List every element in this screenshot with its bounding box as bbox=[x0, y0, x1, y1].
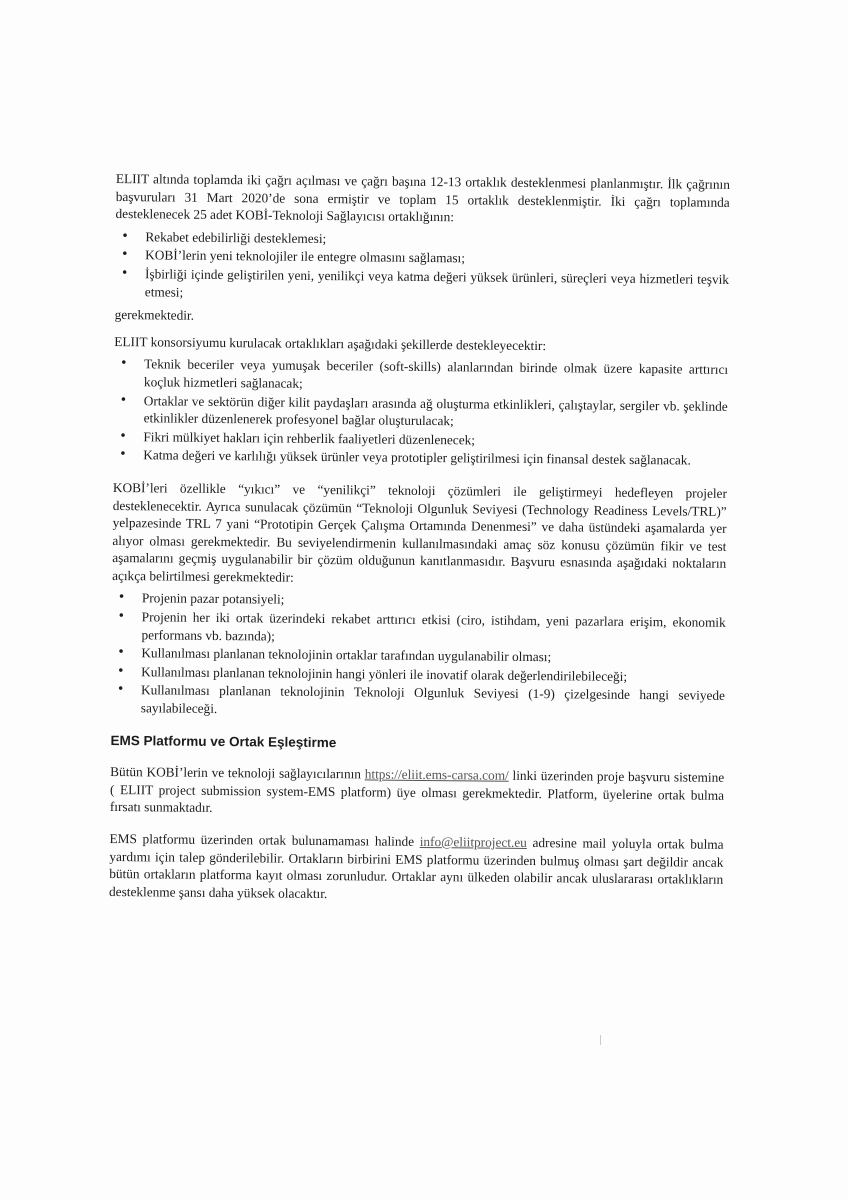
list-item: • İşbirliği içinde geliştirilen yeni, yenilikçi veya katma değeri yüksek ürünleri, süreçleri veya hizmetleri teşvik etmesi; bbox=[115, 265, 729, 306]
scan-artifact bbox=[600, 1035, 601, 1045]
consortium-intro: ELIIT konsorsiyumu kurulacak ortaklıkları aşağıdaki şekillerde destekleyecektir: bbox=[114, 333, 547, 353]
ems-platform-link[interactable]: https://eliit.ems-carsa.com/ bbox=[364, 766, 509, 784]
list-item: • Teknik beceriler veya yumuşak beceriler (soft-skills) alanlarından birinde olmak üzere kapasite arttırıcı koçluk hizmetleri sağlanacak; bbox=[114, 355, 728, 396]
ems-paragraph-1 bbox=[110, 763, 724, 822]
ems-p1-before: Bütün KOBİ’lerin ve teknoloji sağlayıcılarının bbox=[110, 764, 365, 782]
intro-paragraph: ELIIT altında toplamda iki çağrı açılması ve çağrı başına 12-13 ortaklık desteklenmesi planlanmıştır. İlk çağrının başvuruları 31 Mart 2020’de sona ermiştir ve toplam 15 ortaklık desteklenmiştir. İki çağrı toplamında desteklenecek 25 adet KOBİ-Teknoloji Sağlayıcısı ortaklığının: bbox=[115, 170, 730, 225]
document-body bbox=[109, 170, 730, 906]
list-item: • Projenin her iki ortak üzerindeki rekabet arttırıcı etkisi (ciro, istihdam, yeni pazarlara erişim, ekonomik performans vb. bazında); bbox=[111, 608, 725, 649]
list-item: • Katma değeri ve karlılığı yüksek ürünler veya prototipler geliştirilmesi için finansal destek sağlanacak. bbox=[113, 446, 727, 469]
goals-list bbox=[115, 228, 730, 306]
ems-p2-after: adresine mail yoluyla ortak bulma yardımı için talep gönderilebilir. Ortakların birbirini EMS platformu üzerinden bulmuş olması şart değildir ancak bütün ortakların platforma kayıt olması zorunludur. Ortaklar aynı ülkeden olabilir ancak uluslararası ortaklıkların desteklenme şansı daha yüksek olacaktır. bbox=[109, 834, 724, 901]
list-item: • Kullanılması planlanan teknolojinin ortaklar tarafından uygulanabilir olması; bbox=[111, 644, 725, 667]
list-item: • Fikri mülkiyet hakları için rehberlik faaliyetleri düzenlenecek; bbox=[113, 428, 727, 451]
list-item: • Kullanılması planlanan teknolojinin Teknoloji Olgunluk Seviyesi (1-9) çizelgesinde hangi seviyede sayılabileceği. bbox=[111, 681, 725, 722]
list-item: • Ortaklar ve sektörün diğer kilit paydaşları arasında ağ oluşturma etkinlikleri, çalıştaylar, sergiler vb. şeklinde etkinlikler düzenlenerek profesyonel bağlar oluşturulacak; bbox=[114, 392, 728, 433]
list-item: • Rekabet edebilirliği desteklemesi; bbox=[115, 228, 729, 251]
ems-heading: EMS Platformu ve Ortak Eşleştirme bbox=[110, 732, 337, 750]
ems-p2-before: EMS platformu üzerinden ortak bulunamaması halinde bbox=[109, 830, 420, 849]
list-item: • Projenin pazar potansiyeli; bbox=[112, 589, 726, 612]
ems-paragraph-2 bbox=[109, 830, 724, 906]
list-item: • KOBİ’lerin yeni teknolojiler ile entegre olmasını sağlaması; bbox=[115, 246, 729, 269]
ems-p1-after: linki üzerinden proje başvuru sistemine ( ELIIT project submission system-EMS platform) üye olması gerekmektedir. Platform, üyelerine ortak bulma fırsatı sunmaktadır. bbox=[109, 768, 725, 816]
required-text: gerekmektedir. bbox=[114, 307, 195, 323]
projects-paragraph: KOBİ’leri özellikle “yıkıcı” ve “yenilikçi” teknoloji çözümleri ile geliştirmeyi hedefleyen projeler desteklenecektir. Ayrıca sunulacak çözümün “Teknoloji Olgunluk Seviyesi (Technology Readiness Levels/TRL)” yelpazesinde TRL 7 yani “Prototipin Gerçek Çalışma Ortamında Denenmesi” ve daha üstündeki aşamalarda yer alıyor olması gerekmektedir. Bu seviyelendirmenin kullanılmasındaki amaç söz konusu çözümün fikir ve test aşamalarını geçmiş uygulanabilir bir çözüm olduğunun kanıtlanmasıdır. Başvuru esnasında aşağıdaki noktaların açıkça belirtilmesi gerekmektedir: bbox=[112, 479, 727, 585]
application-points-list bbox=[111, 589, 726, 722]
contact-email-link[interactable]: info@eliitproject.eu bbox=[419, 833, 527, 850]
support-list bbox=[113, 355, 728, 469]
list-item: • Kullanılması planlanan teknolojinin hangi yönleri ile inovatif olarak değerlendirilebileceği; bbox=[111, 663, 725, 686]
